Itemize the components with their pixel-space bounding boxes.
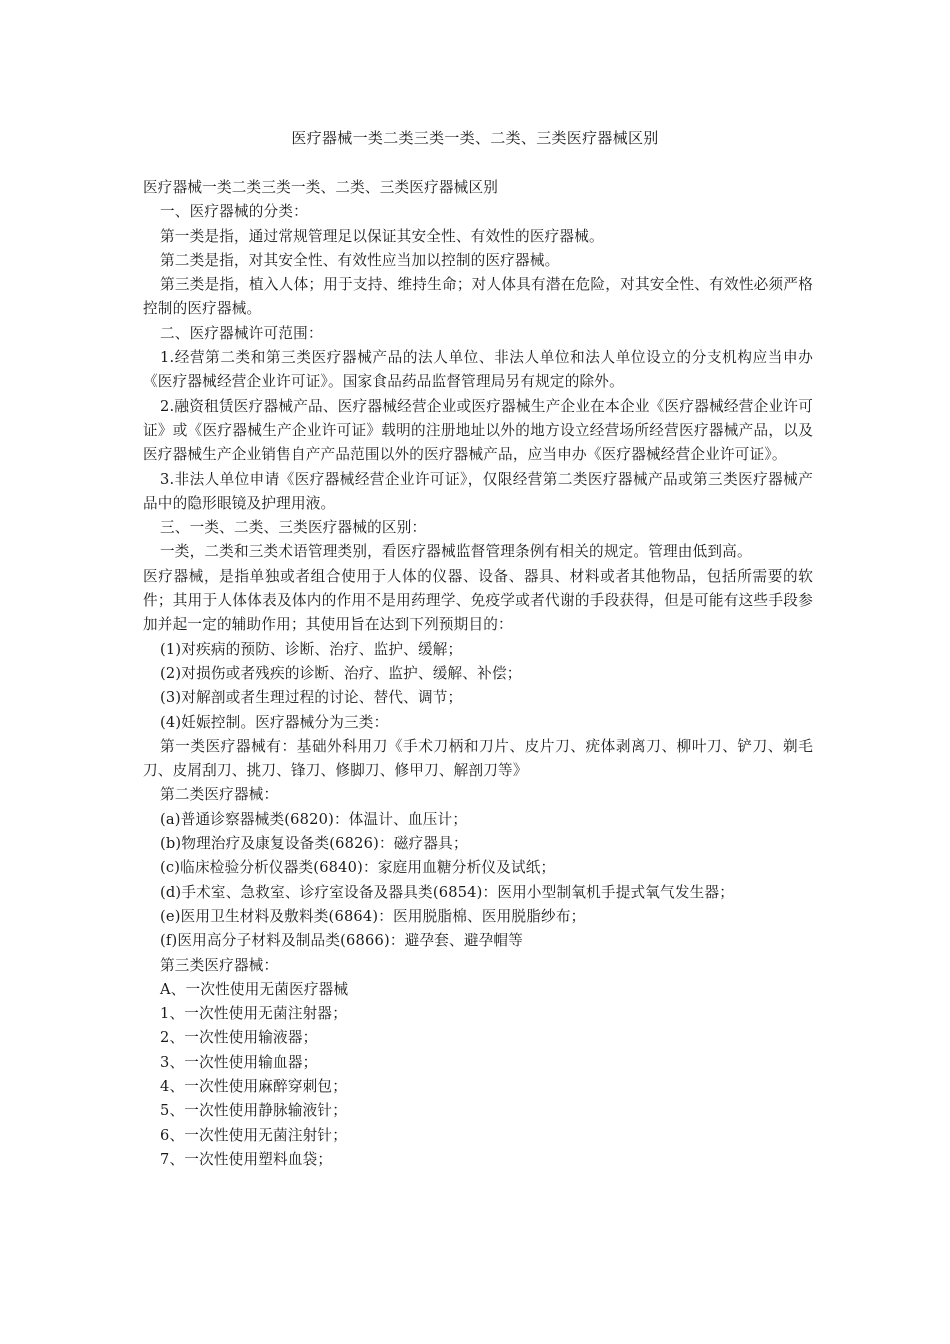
- document-paragraph: 5、一次性使用静脉输液针；: [160, 1102, 348, 1120]
- document-paragraph: (c)临床检验分析仪器类(6840)：家庭用血糖分析仪及试纸；: [160, 859, 556, 877]
- document-paragraph: (2)对损伤或者残疾的诊断、治疗、监护、缓解、补偿；: [160, 664, 522, 682]
- document-paragraph: (1)对疾病的预防、诊断、治疗、监护、缓解；: [160, 640, 463, 658]
- document-paragraph: (e)医用卫生材料及敷料类(6864)：医用脱脂棉、医用脱脂纱布；: [160, 907, 586, 925]
- document-paragraph: 第一类医疗器械有：基础外科用刀《手术刀柄和刀片、皮片刀、疣体剥离刀、柳叶刀、铲刀、剃毛刀、皮屑刮刀、挑刀、锋刀、修脚刀、修甲刀、解剖刀等》: [143, 737, 813, 780]
- document-paragraph: (3)对解剖或者生理过程的讨论、替代、调节；: [160, 689, 463, 707]
- document-paragraph: 二、医疗器械许可范围：: [160, 324, 323, 342]
- document-title: 医疗器械一类二类三类一类、二类、三类医疗器械区别: [291, 129, 659, 147]
- document-paragraph: 第二类是指，对其安全性、有效性应当加以控制的医疗器械。: [160, 251, 560, 269]
- document-paragraph: 医疗器械，是指单独或者组合使用于人体的仪器、设备、器具、材料或者其他物品，包括所需要的软件；其用于人体体表及体内的作用不是用药理学、免疫学或者代谢的手段获得，但是可能有这些手段参加并起一定的辅助作用；其使用旨在达到下列预期目的：: [143, 567, 813, 634]
- document-paragraph: 三、一类、二类、三类医疗器械的区别：: [160, 519, 427, 537]
- document-body: [143, 176, 813, 1172]
- document-paragraph: 第三类是指，植入人体；用于支持、维持生命；对人体具有潜在危险，对其安全性、有效性必须严格控制的医疗器械。: [143, 276, 813, 318]
- document-paragraph: 6、一次性使用无菌注射针；: [160, 1126, 348, 1144]
- document-paragraph: 1.经营第二类和第三类医疗器械产品的法人单位、非法人单位和法人单位设立的分支机构应当申办《医疗器械经营企业许可证》。国家食品药品监督管理局另有规定的除外。: [143, 349, 813, 391]
- document-paragraph: 7、一次性使用塑料血袋；: [160, 1150, 333, 1168]
- document-paragraph: 第二类医疗器械：: [160, 786, 279, 804]
- document-paragraph: (4)妊娠控制。医疗器械分为三类：: [160, 713, 389, 731]
- document-paragraph: (d)手术室、急救室、诊疗室设备及器具类(6854)：医用小型制氧机手提式氧气发生器；: [160, 883, 735, 901]
- document-paragraph: 第三类医疗器械：: [160, 956, 279, 974]
- document-paragraph: (f)医用高分子材料及制品类(6866)：避孕套、避孕帽等: [160, 932, 523, 950]
- document-paragraph: 3.非法人单位申请《医疗器械经营企业许可证》，仅限经营第二类医疗器械产品或第三类医疗器械产品中的隐形眼镜及护理用液。: [143, 470, 813, 512]
- document-paragraph: 医疗器械一类二类三类一类、二类、三类医疗器械区别: [143, 179, 499, 196]
- document-paragraph: (b)物理治疗及康复设备类(6826)：磁疗器具；: [160, 835, 468, 853]
- document-paragraph: 一类，二类和三类术语管理类别，看医疗器械监督管理条例有相关的规定。管理由低到高。: [160, 543, 752, 561]
- document-paragraph: 2.融资租赁医疗器械产品、医疗器械经营企业或医疗器械生产企业在本企业《医疗器械经营企业许可证》或《医疗器械生产企业许可证》载明的注册地址以外的地方设立经营场所经营医疗器械产品，以及医疗器械生产企业销售自产产品范围以外的医疗器械产品，应当申办《医疗器械经营企业许可证》。: [143, 397, 813, 464]
- document-paragraph: 一、医疗器械的分类：: [160, 203, 308, 221]
- document-paragraph: (a)普通诊察器械类(6820)：体温计、血压计；: [160, 810, 468, 828]
- document-paragraph: 第一类是指，通过常规管理足以保证其安全性、有效性的医疗器械。: [160, 227, 604, 245]
- document-paragraph: 3、一次性使用输血器；: [160, 1053, 318, 1071]
- document-paragraph: 2、一次性使用输液器；: [160, 1029, 318, 1047]
- document-paragraph: 1、一次性使用无菌注射器；: [160, 1005, 348, 1023]
- document-paragraph: A、一次性使用无菌医疗器械: [160, 980, 349, 998]
- document-paragraph: 4、一次性使用麻醉穿刺包；: [160, 1077, 348, 1095]
